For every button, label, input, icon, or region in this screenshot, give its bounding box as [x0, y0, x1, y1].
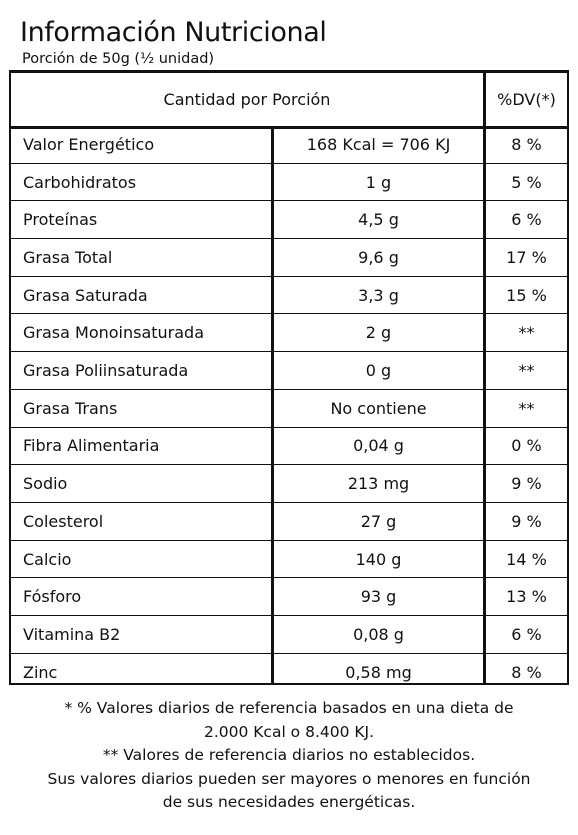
nutrient-amount: 27 g — [360, 511, 397, 531]
footnote-line: ** Valores de referencia diarios no establecidos. — [102, 746, 476, 764]
serving-size: Porción de 50g (½ unidad) — [22, 51, 215, 67]
footnote-line: Sus valores diarios pueden ser mayores o menores en función — [47, 769, 531, 788]
nutrient-amount: 213 mg — [347, 474, 410, 494]
table-row — [11, 465, 567, 503]
nutrient-name: Carbohidratos — [23, 172, 137, 192]
table-row — [11, 541, 567, 579]
table-row — [11, 239, 567, 277]
nutrient-name: Vitamina B2 — [23, 624, 121, 644]
nutrient-amount: 140 g — [355, 549, 402, 569]
page-title: Información Nutricional — [20, 17, 327, 48]
table-row — [11, 126, 567, 164]
table-row — [11, 654, 567, 692]
table-row — [11, 616, 567, 654]
table-row — [11, 578, 567, 616]
nutrient-dv: ** — [518, 323, 535, 343]
header-dv: %DV(*) — [497, 90, 556, 109]
nutrient-amount: 0,08 g — [353, 624, 404, 644]
footnote — [10, 697, 568, 815]
table-row — [11, 277, 567, 315]
nutrient-amount: 9,6 g — [358, 247, 399, 267]
nutrient-amount: 1 g — [365, 172, 392, 192]
table-row — [11, 428, 567, 466]
nutrient-name: Grasa Total — [23, 247, 113, 267]
nutrient-name: Grasa Poliinsaturada — [23, 361, 189, 381]
nutrient-name: Zinc — [23, 663, 58, 683]
nutrient-name: Fósforo — [23, 587, 82, 607]
nutrient-name: Sodio — [23, 474, 68, 494]
table-row — [11, 315, 567, 353]
nutrient-name: Colesterol — [23, 511, 104, 531]
nutrient-name: Proteínas — [23, 210, 98, 230]
nutrient-dv: 8 % — [511, 134, 542, 154]
nutrient-dv: 0 % — [511, 436, 542, 456]
nutrient-amount: 0 g — [365, 361, 392, 381]
nutrient-name: Grasa Saturada — [23, 285, 148, 305]
footnote-line: de sus necesidades energéticas. — [162, 793, 416, 811]
nutrient-dv: 17 % — [506, 247, 547, 267]
nutrient-dv: 9 % — [511, 474, 542, 494]
table-body — [11, 126, 567, 683]
table-row — [11, 352, 567, 390]
header-quantity: Cantidad por Porción — [163, 90, 331, 109]
footnote-line: * % Valores diarios de referencia basados en una dieta de — [64, 699, 514, 717]
nutrient-dv: 15 % — [506, 285, 547, 305]
nutrient-amount: 0,04 g — [353, 436, 404, 456]
nutrient-amount: 0,58 mg — [345, 663, 412, 683]
nutrient-dv: 13 % — [506, 587, 547, 607]
nutrient-name: Calcio — [23, 549, 72, 569]
footnote-line: 2.000 Kcal o 8.400 KJ. — [203, 722, 375, 741]
nutrition-table — [9, 70, 569, 685]
nutrient-amount: 2 g — [365, 323, 392, 343]
table-row — [11, 201, 567, 239]
nutrient-name: Fibra Alimentaria — [23, 436, 160, 456]
nutrient-name: Grasa Trans — [23, 398, 118, 418]
nutrient-name: Grasa Monoinsaturada — [23, 323, 205, 343]
nutrient-dv: ** — [518, 361, 535, 381]
nutrient-dv: 5 % — [511, 172, 542, 192]
nutrient-amount: 168 Kcal = 706 KJ — [306, 134, 451, 154]
table-row — [11, 390, 567, 428]
nutrient-dv: 6 % — [511, 210, 542, 230]
table-row — [11, 503, 567, 541]
table-row — [11, 164, 567, 202]
nutrient-dv: 9 % — [511, 511, 542, 531]
nutrient-name: Valor Energético — [23, 134, 155, 154]
nutrient-dv: ** — [518, 398, 535, 418]
nutrient-amount: 93 g — [360, 587, 397, 607]
nutrient-dv: 8 % — [511, 663, 542, 683]
nutrient-dv: 6 % — [511, 624, 542, 644]
nutrient-amount: No contiene — [330, 398, 427, 418]
nutrient-amount: 3,3 g — [358, 285, 399, 305]
nutrient-amount: 4,5 g — [358, 210, 399, 230]
nutrient-dv: 14 % — [506, 549, 547, 569]
